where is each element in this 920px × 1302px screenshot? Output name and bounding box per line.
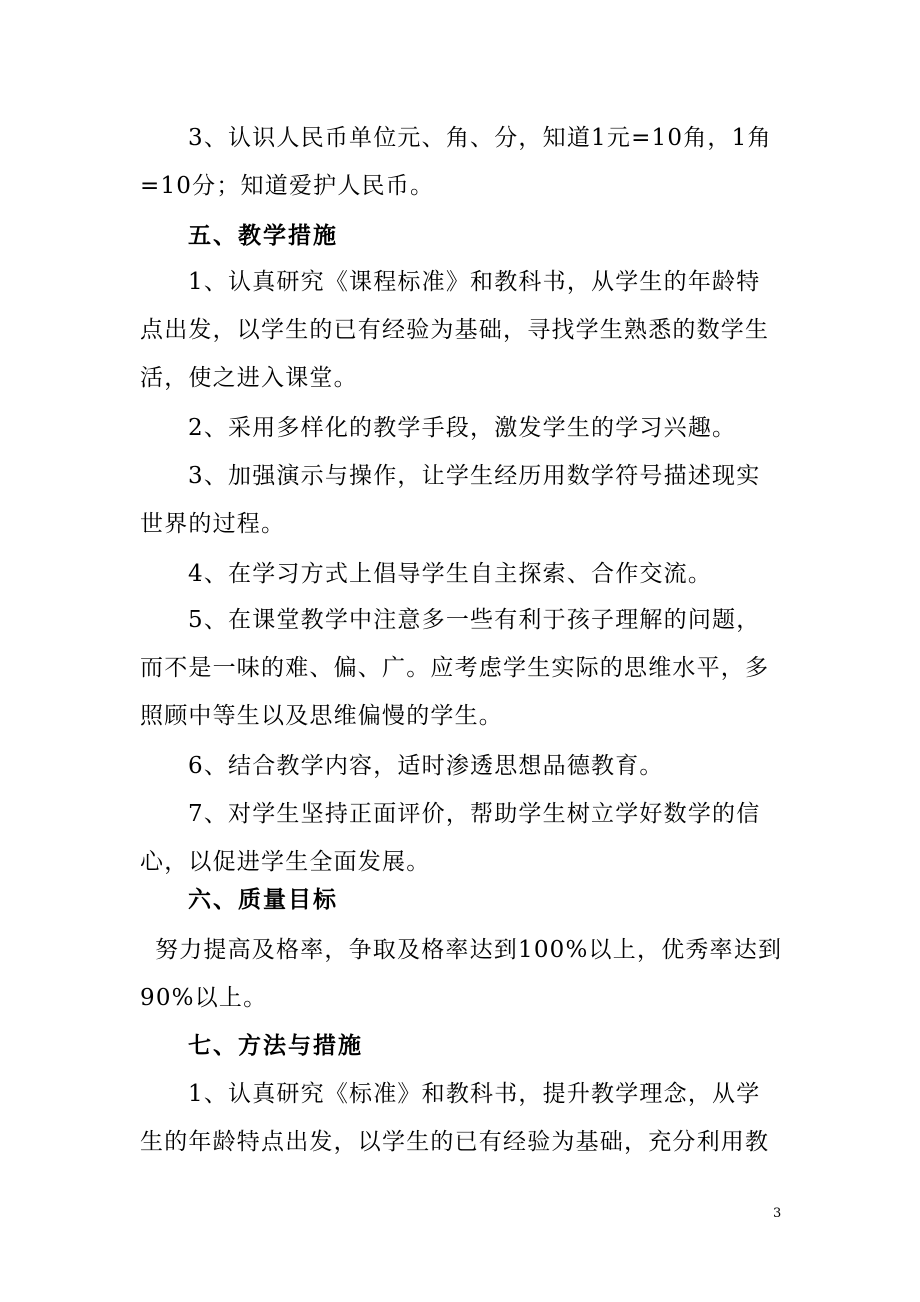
paragraph-quality-goal-line-1: 努力提高及格率，争取及格率达到100%以上，优秀率达到: [155, 937, 783, 963]
heading-teaching-measures: 五、教学措施: [188, 222, 338, 249]
page-number: 3: [773, 1206, 782, 1221]
paragraph-measure-2: 2、采用多样化的教学手段，激发学生的学习兴趣。: [188, 415, 737, 441]
heading-methods-measures: 七、方法与措施: [188, 1032, 363, 1059]
paragraph-measure-7: 7、对学生坚持正面评价，帮助学生树立学好数学的信心，以促进学生全面发展。: [140, 801, 761, 875]
paragraph-method-1: 1、认真研究《标准》和教科书，提升教学理念，从学生的年龄特点出发，以学生的已有经验为基础，充分利用教: [140, 1081, 770, 1155]
paragraph-measure-1: 1、认真研究《课程标准》和教科书，从学生的年龄特点出发，以学生的已有经验为基础，寻找学生熟悉的数学生活，使之进入课堂。: [140, 269, 770, 391]
heading-quality-goals: 六、质量目标: [188, 886, 338, 913]
paragraph-measure-4: 4、在学习方式上倡导学生自主探索、合作交流。: [188, 561, 713, 587]
paragraph-measure-6: 6、结合教学内容，适时渗透思想品德教育。: [188, 753, 664, 779]
paragraph-measure-5: 5、在课堂教学中注意多一些有利于孩子理解的问题，而不是一味的难、偏、广。应考虑学生实际的思维水平，多照顾中等生以及思维偏慢的学生。: [140, 607, 770, 729]
paragraph-quality-goal-line-2: 90%以上。: [140, 985, 268, 1011]
paragraph-measure-3: 3、加强演示与操作，让学生经历用数学符号描述现实世界的过程。: [140, 463, 761, 537]
paragraph-rmb-units: 3、认识人民币单位元、角、分，知道1元=10角，1角=10分；知道爱护人民币。: [140, 125, 772, 199]
